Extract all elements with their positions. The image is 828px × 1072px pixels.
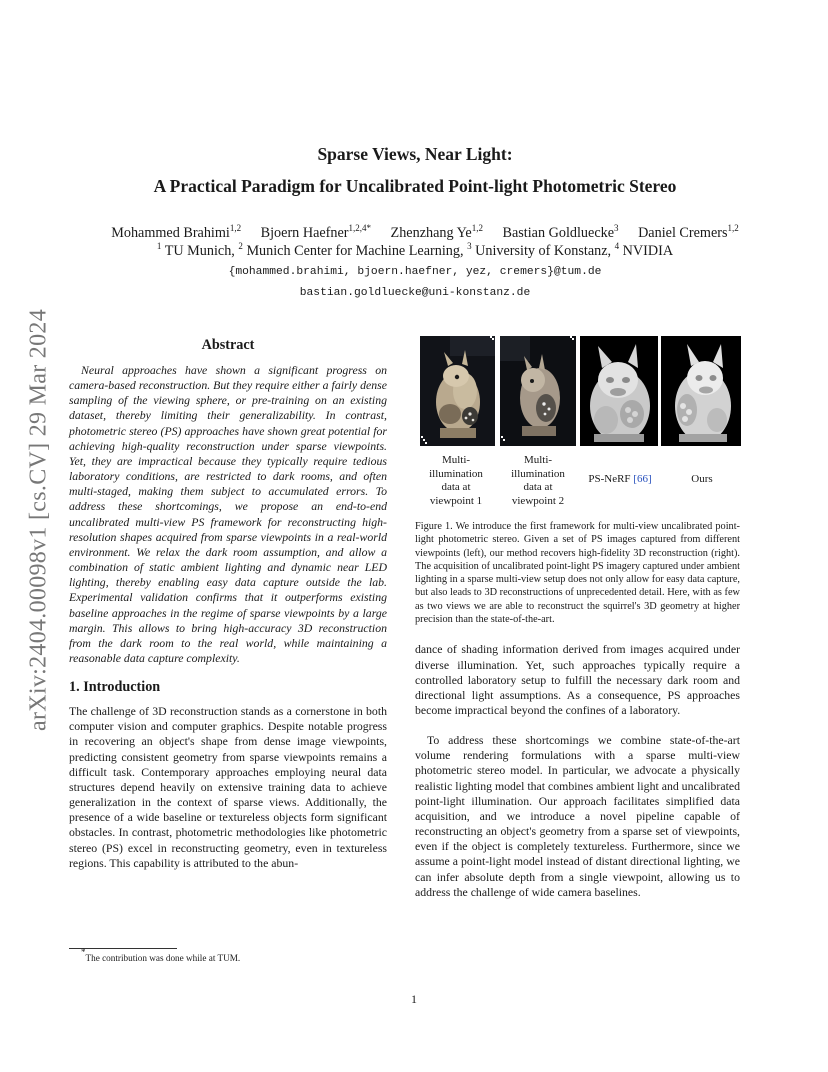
intro-paragraph: To address these shortcomings we combine state-of-the-art volume rendering formulations with a sparse multi-view photometric stereo model. In particular, we advocate a physically realistic lighting model that combines ambient light and uncalibrated point-light illumination. Our approach facilitates simplified data acquisition, and we introduce a novel pipeline capable of reconstructing an object's geometry from a sparse set of viewpoints, even if the object is completely textureless. Furthermore, since we assume a point-light model instead of distant directional lighting, we can infer absolute depth from a single viewpoint, allowing us to address the challenge of wide camera baselines. [415,733,740,899]
figure-image-viewpoint-1 [420,336,495,446]
right-column [415,336,740,900]
footnote: *The contribution was done while at TUM. [81,947,241,963]
figure-1-labels [415,454,740,512]
figure-1-caption: Figure 1. We introduce the first framework for multi-view uncalibrated point-light photometric stereo. Given a set of PS images captured from different viewpoints (left), our method recovers high-fidelity 3D reconstruction (right). The acquisition of uncalibrated point-light PS imagery captured under ambient lighting in a sparse multi-view setup does not only allow for easy data capture, but also leads to 3D reconstructions of unprecedented detail. Here, with as few as two views we are able to reconstruct the squirrel's 3D geometry at higher precision than the state-of-the-art. [415,521,740,626]
figure-label-viewpoint-2: Multi- illumination data at viewpoint 2 [511,454,565,507]
author: Bastian Goldluecke$^3$ [502,223,619,241]
author: Zhenzhang Ye$^{1,2}$ [390,223,483,241]
squirrel-photo-icon [420,336,495,446]
email-line: bastian.goldluecke@uni-konstanz.de [299,287,531,299]
arxiv-stamp-text: arXiv:2404.00098v1 [cs.CV] 29 Mar 2024 [25,308,52,732]
affiliation: $^2$ Munich Center for Machine Learning, [238,241,464,259]
affiliation: $^3$ University of Konstanz, [467,241,612,259]
email-line: {mohammed.brahimi, bjoern.haefner, yez, cremers}@tum.de [228,266,602,278]
figure-label-ours: Ours [691,473,713,485]
figure-label-viewpoint-1: Multi- illumination data at viewpoint 1 [429,454,483,507]
intro-paragraph: The challenge of 3D reconstruction stands as a cornerstone in both computer vision and computer graphics. Despite notable progress in recovering an object's shape from dense image viewpoints, predicting consistent geometry from sparse viewpoints remains a difficult task. Contemporary approaches employing neural data structures depend heavily on extensive training data to achieve generalization in the context of sparse views. Additionally, the presence of a wide baseline or textureless objects form significant obstacles. In contrast, photometric methodologies like photometric stereo (PS) excel in reconstructing geometry, even in textureless regions. This capability is attributed to the abun- [69,704,387,870]
figure-image-viewpoint-2 [500,336,576,446]
page-number: 1 [411,992,417,1006]
left-column [69,336,387,871]
author-list [70,224,780,242]
intro-paragraph-continued: dance of shading information derived from images acquired under diverse illumination. Yet, such approaches typically require a controlled laboratory setup to fulfill the necessary dark room and directional light assumptions. As a consequence, PS approaches become impractical beyond the confines of a laboratory. [415,642,740,717]
abstract-heading: Abstract [201,337,255,353]
affiliation-list [70,242,760,260]
paper-title-line2: A Practical Paradigm for Uncalibrated Point-light Photometric Stereo [153,176,677,196]
squirrel-render-icon [580,336,658,446]
abstract-text: Neural approaches have shown a significant progress on camera-based reconstruction. But they require either a fairly dense sampling of the viewing sphere, or pre-training on an existing dataset, thereby limiting their generalizability. In contrast, photometric stereo (PS) approaches have shown great potential for achieving high-quality reconstruction under sparse viewpoints. Yet, they are impractical because they typically require tedious laboratory conditions, are restricted to dark rooms, and often multi-staged, making them subject to accumulated errors. To address these shortcomings, we propose an end-to-end uncalibrated multi-view PS framework for reconstructing high-resolution shapes acquired from sparse viewpoints in a real-world environment. We relax the dark room assumption, and allow a combination of static ambient lighting and dynamic near LED lighting, thereby enabling easy data capture outside the lab. Experimental validation confirms that it outperforms existing baseline approaches in the regime of sparse viewpoints by a large margin. This allows to bring high-accuracy 3D reconstruction from the dark room to the real world, while maintaining a reasonable data capture complexity. [69,363,387,665]
figure-1-images [415,336,740,454]
squirrel-photo-icon [500,336,576,446]
paper-title-line1: Sparse Views, Near Light: [317,144,513,164]
arxiv-stamp [22,280,56,760]
citation-link[interactable]: [66] [633,473,652,485]
affiliation: $^1$ TU Munich, [156,241,235,259]
author: Bjoern Haefner$^{1,2,4*}$ [260,223,371,241]
figure-label-ps-nerf: PS-NeRF [66] [588,473,652,485]
affiliation: $^4$ NVIDIA [614,241,674,259]
figure-image-ours [661,336,741,446]
author: Daniel Cremers$^{1,2}$ [638,223,739,241]
figure-image-ps-nerf [580,336,658,446]
author: Mohammed Brahimi$^{1,2}$ [111,223,242,241]
squirrel-render-icon [661,336,741,446]
section-heading: 1. Introduction [69,679,161,696]
